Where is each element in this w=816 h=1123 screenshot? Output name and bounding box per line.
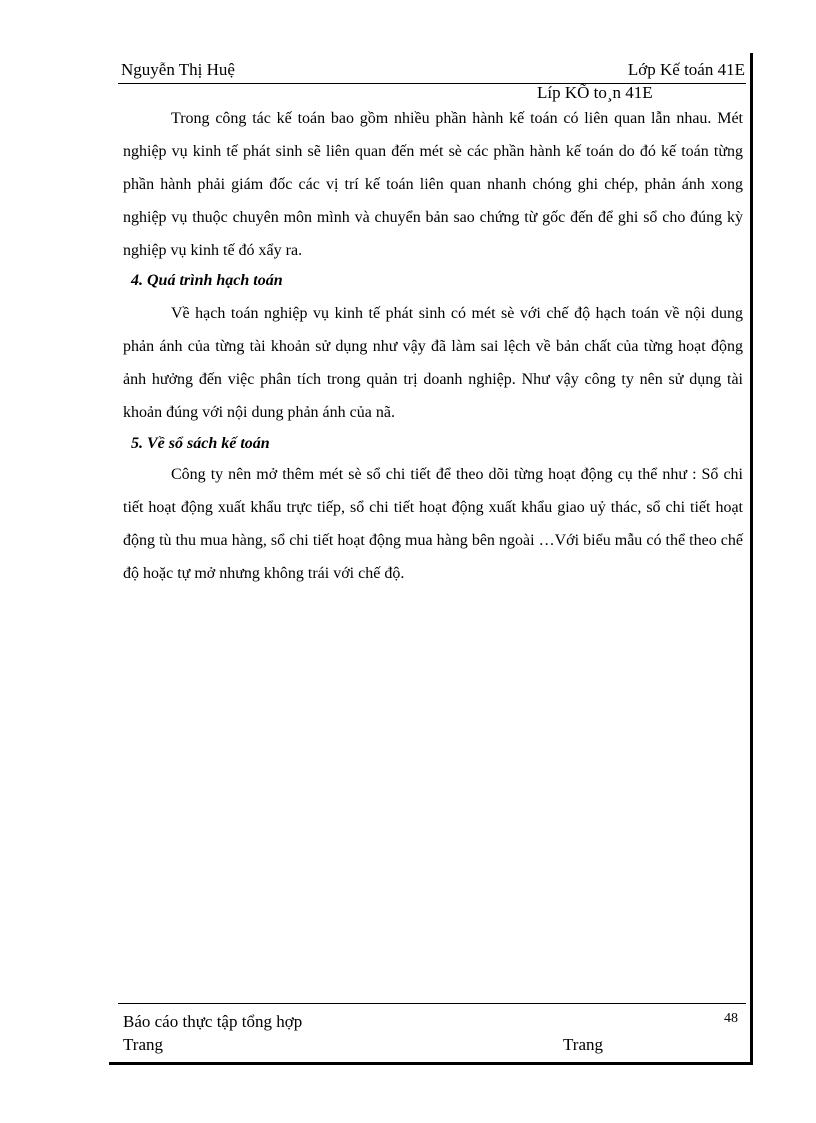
- paragraph-2: Về hạch toán nghiệp vụ kinh tế phát sinh có mét sè với chế độ hạch toán về nội dung phản ánh của từng tài khoản sử dụng như vậy đã làm sai lệch về bản chất của từng hoạt động ảnh hưởng đến việc phân tích trong quản trị doanh nghiệp. Như vậy công ty nên sử dụng tài khoản đúng với nội dung phản ánh của nã.: [123, 305, 743, 421]
- header-class-garbled: Líp KÕ to¸n 41E: [537, 83, 653, 102]
- paragraph-3: Công ty nên mở thêm mét sè sổ chi tiết để theo dõi từng hoạt động cụ thể như : Sổ chi tiết hoạt động xuất khẩu trực tiếp, sổ chi tiết hoạt động xuất khẩu giao uỷ thác, sổ chi tiết hoạt động tù thu mua hàng, sổ chi tiết hoạt động mua hàng bên ngoài …Với biểu mẫu có thể theo chế độ hoặc tự mở nhưng không trái với chế độ.: [123, 466, 743, 582]
- footer-page-number: 48: [724, 1011, 738, 1026]
- footer-page-label-left: Trang: [123, 1035, 163, 1054]
- section-heading-4: 4. Quá trình hạch toán: [131, 272, 283, 289]
- footer-report-title: Báo cáo thực tập tổng hợp: [123, 1012, 303, 1031]
- footer-rule: [118, 1003, 746, 1004]
- header-class: Lớp Kế toán 41E: [627, 60, 745, 79]
- footer-page-label-right: Trang: [563, 1035, 603, 1054]
- header-author: Nguyễn Thị Huệ: [121, 60, 235, 79]
- section-heading-5: 5. Về sổ sách kế toán: [131, 435, 270, 452]
- paragraph-1: Trong công tác kế toán bao gồm nhiều phần hành kế toán có liên quan lẫn nhau. Mét nghiệp vụ kinh tế phát sinh sẽ liên quan đến mét sè các phần hành kế toán do đó kế toán từng phần hành phải giám đốc các vị trí kế toán liên quan nhanh chóng ghi chép, phản ánh xong nghiệp vụ thuộc chuyên môn mình và chuyển bản sao chứng từ gốc đến để ghi sổ cho đúng kỳ nghiệp vụ kinh tế đó xẩy ra.: [123, 110, 743, 259]
